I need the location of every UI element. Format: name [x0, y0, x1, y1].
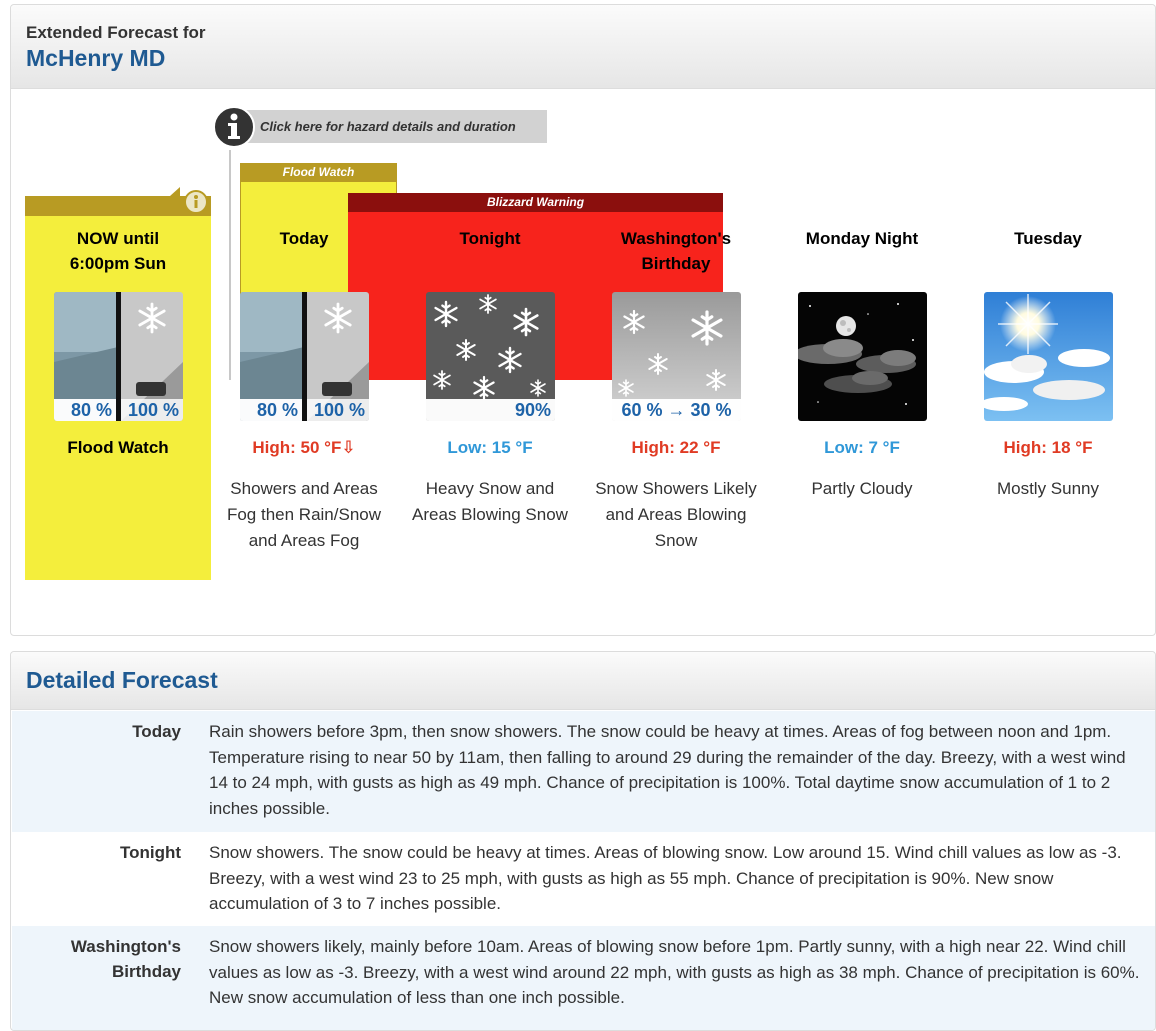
extended-forecast-label: Extended Forecast for	[26, 23, 206, 42]
pop-percent: 100 %	[313, 400, 365, 420]
period-name: Monday Night	[805, 229, 919, 248]
blizzard-warning-label[interactable]: Blizzard Warning	[348, 193, 723, 212]
period-name: NOW until 6:00pm Sun	[69, 229, 167, 273]
period-description: Showers and Areas Fog then Rain/Snow and Areas Fog	[226, 479, 382, 550]
pop-percent: 80 %	[54, 399, 116, 421]
detailed-row-today	[12, 711, 1156, 832]
period-name: Tonight	[459, 229, 521, 248]
period-temperature: High: 50 °F⇩	[252, 438, 356, 457]
detailed-row-label: Washington's Birthday	[70, 937, 181, 981]
forecast-location: McHenry MD	[26, 45, 166, 71]
period-name: Washington's Birthday	[620, 229, 732, 273]
detailed-row-tonight	[12, 832, 1156, 926]
detailed-forecast-title: Detailed Forecast	[26, 667, 218, 693]
hazard-details-link[interactable]	[234, 110, 547, 143]
period-temperature: High: 22 °F	[631, 438, 721, 457]
pop-percent: 100 %	[127, 400, 179, 420]
now-hazard-bar	[25, 196, 211, 216]
detailed-forecast-panel	[10, 651, 1156, 1031]
detailed-row-text: Rain showers before 3pm, then snow showers. The snow could be heavy at times. Areas of fog between noon and 1pm. Temperature rising to near 50 by 11am, then falling to around 29 during the remainder of the day. Breezy, with a west wind 14 to 24 mph, with gusts as high as 49 mph. Chance of precipitation is 100%. Total daytime snow accumulation of 1 to 2 inches possible.	[209, 722, 1126, 818]
period-description: Partly Cloudy	[811, 479, 913, 498]
flood-watch-label[interactable]: Flood Watch	[240, 163, 397, 182]
period-name: Today	[279, 229, 329, 248]
detailed-row-label: Tonight	[119, 843, 181, 862]
pop-percent: 60 % → 30 %	[612, 399, 741, 421]
info-icon[interactable]	[213, 106, 255, 148]
snow-showers-icon	[612, 292, 741, 421]
pop-percent: 90%	[426, 399, 555, 421]
hazard-details-text: Click here for hazard details and duration	[260, 119, 516, 134]
heavy-snow-icon	[426, 292, 555, 421]
period-temperature: High: 18 °F	[1003, 438, 1093, 457]
now-info-icon[interactable]	[184, 190, 208, 214]
detailed-row-label: Today	[132, 722, 181, 741]
detailed-row-text: Snow showers likely, mainly before 10am. Areas of blowing snow before 1pm. Partly sunny, with a high near 22. Wind chill values as low as -3. Breezy, with a west wind around 22 mph, with gusts as high as 38 mph. Chance of precipitation is 60%. New snow accumulation of less than one inch possible.	[209, 937, 1140, 1007]
period-temperature: Low: 7 °F	[824, 438, 900, 457]
period-description: Snow Showers Likely and Areas Blowing Snow	[595, 479, 757, 550]
rain-to-snow-icon	[54, 292, 183, 421]
detailed-row-washingtons-birthday	[12, 926, 1156, 1031]
detailed-forecast-heading	[11, 652, 1155, 710]
rain-to-snow-icon	[240, 292, 369, 421]
period-hazard-label: Flood Watch	[67, 438, 169, 457]
detailed-row-text: Snow showers. The snow could be heavy at times. Areas of blowing snow. Low around 15. Wind chill values as low as -3. Breezy, with a west wind 23 to 25 mph, with gusts as high as 55 mph. Chance of precipitation is 90%. New snow accumulation of 3 to 7 inches possible.	[209, 843, 1122, 913]
partly-cloudy-night-icon	[798, 292, 927, 421]
pop-percent: 80 %	[240, 399, 302, 421]
period-description: Heavy Snow and Areas Blowing Snow	[412, 479, 568, 524]
mostly-sunny-icon	[984, 292, 1113, 421]
hazard-timeline-divider	[229, 150, 231, 380]
period-name: Tuesday	[1014, 229, 1082, 248]
extended-forecast-heading	[11, 5, 1155, 89]
period-temperature: Low: 15 °F	[447, 438, 533, 457]
period-description: Mostly Sunny	[996, 479, 1100, 498]
